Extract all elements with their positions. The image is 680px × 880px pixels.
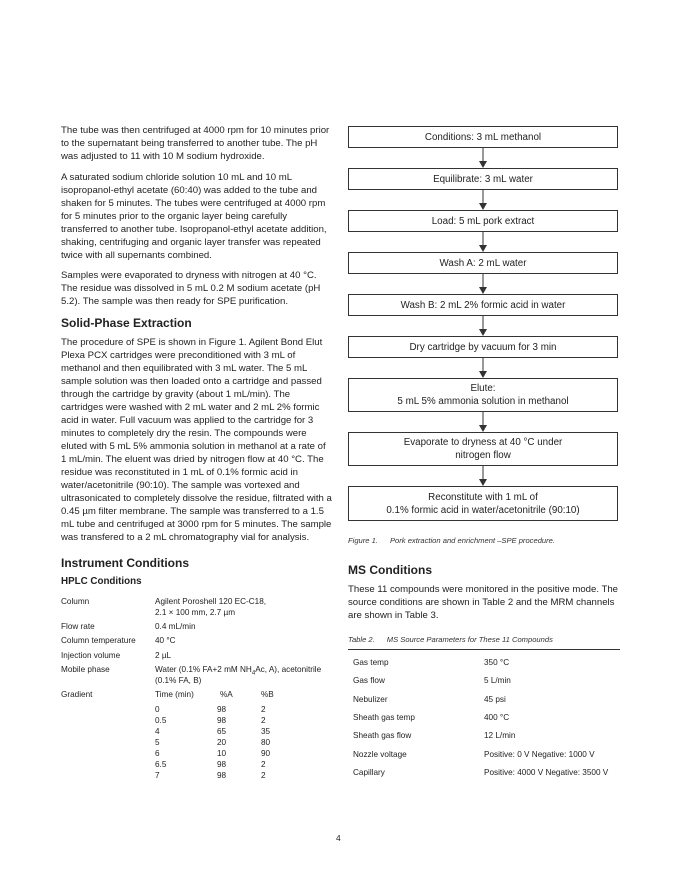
intro-paragraph-2: A saturated sodium chloride solution 10 mL and 10 mL isopropanol-ethyl acetate (60:40) was added to the tube and shaken for 5 minutes. The tubes were centrifuged at 4000 rpm for 5 minutes prior to the organic layer being carefully transferred to another tube. Isopropanol-ethyl acetate addition, shaking, centrifuging and organic layer transfer was repeated twice with all supernants combined. xyxy=(61,172,327,261)
gradient-cell: 98 xyxy=(217,760,227,769)
flow-step-equilibrate xyxy=(348,168,618,190)
mobile-phase-value-line2: (0.1% FA, B) xyxy=(155,676,202,685)
gradient-cell: 2 xyxy=(261,760,266,769)
gradient-cell: 35 xyxy=(261,727,271,736)
flow-step-text: 5 mL 5% ammonia solution in methanol xyxy=(397,396,569,407)
gradient-cell: 5 xyxy=(155,738,160,747)
flow-step-text: 0.1% formic acid in water/acetonitrile (90:10) xyxy=(386,504,580,516)
flow-step-text: Dry cartridge by vacuum for 3 min xyxy=(409,341,557,353)
ms-param-label: Nozzle voltage xyxy=(353,750,407,759)
gradient-cell: 2 xyxy=(261,716,266,725)
hplc-row-label: Column xyxy=(61,597,90,606)
gradient-cell: 4 xyxy=(155,727,160,736)
ms-param-value: 350 °C xyxy=(484,658,510,667)
flow-step-evaporate xyxy=(348,432,618,466)
flow-step-text-block xyxy=(397,382,568,408)
flow-step-conditions xyxy=(348,126,618,148)
figure-label: Figure 1. xyxy=(348,536,378,545)
ms-paragraph: These 11 compounds were monitored in the positive mode. The source conditions are shown in Table 2 and the MRM channels are shown in Table 3. xyxy=(348,584,619,621)
gradient-cell: 98 xyxy=(217,705,227,714)
gradient-cell: 0 xyxy=(155,705,160,714)
flow-step-wash-a xyxy=(348,252,618,274)
ms-param-label: Nebulizer xyxy=(353,695,388,704)
table-caption xyxy=(348,635,553,644)
mobile-phase-part: Ac, A), acetonitrile xyxy=(255,665,322,674)
flow-step-text: Evaporate to dryness at 40 °C under xyxy=(403,437,563,448)
hplc-row-label: Mobile phase xyxy=(61,665,110,674)
gradient-cell: 65 xyxy=(217,727,227,736)
down-arrow-icon xyxy=(478,148,488,168)
ms-param-label: Sheath gas temp xyxy=(353,713,415,722)
hplc-row-value: 40 °C xyxy=(155,636,176,645)
flow-step-dry xyxy=(348,336,618,358)
down-arrow-icon xyxy=(478,232,488,252)
flow-step-text: Wash A: 2 mL water xyxy=(439,257,527,269)
ms-param-label: Sheath gas flow xyxy=(353,731,412,740)
flow-step-reconstitute xyxy=(348,486,618,521)
down-arrow-icon xyxy=(478,274,488,294)
ms-param-label: Gas flow xyxy=(353,676,385,685)
ms-param-value: Positive: 4000 V Negative: 3500 V xyxy=(484,768,609,777)
flow-step-text: Load: 5 mL pork extract xyxy=(431,215,535,227)
gradient-cell: 80 xyxy=(261,738,271,747)
flow-step-wash-b xyxy=(348,294,618,316)
table-title: MS Source Parameters for These 11 Compounds xyxy=(386,635,553,644)
gradient-cell: 2 xyxy=(261,705,266,714)
gradient-cell: 0.5 xyxy=(155,716,167,725)
gradient-header-time: Time (min) xyxy=(155,690,194,699)
mobile-phase-part: Water (0.1% FA+2 mM NH xyxy=(155,665,252,674)
hplc-row-value: 0.4 mL/min xyxy=(155,622,196,631)
hplc-row-value: 2.1 × 100 mm, 2.7 µm xyxy=(155,608,236,617)
table-top-rule xyxy=(348,649,620,650)
hplc-row-label: Column temperature xyxy=(61,636,136,645)
hplc-conditions-heading: HPLC Conditions xyxy=(61,576,142,587)
flow-step-text: Wash B: 2 mL 2% formic acid in water xyxy=(400,299,566,311)
intro-paragraph-1: The tube was then centrifuged at 4000 rpm for 10 minutes prior to the supernatant being transferred to another tube. The pH was adjusted to 11 with 10 M sodium hydroxide. xyxy=(61,125,330,162)
flow-step-text-block xyxy=(404,436,563,462)
gradient-cell: 10 xyxy=(217,749,227,758)
mobile-phase-subscript: 4 xyxy=(251,670,256,677)
instrument-conditions-heading: Instrument Conditions xyxy=(61,556,189,570)
flow-step-elute xyxy=(348,378,618,412)
figure-caption xyxy=(348,536,555,545)
ms-param-label: Gas temp xyxy=(353,658,389,667)
ms-param-value: 45 psi xyxy=(484,695,506,704)
figure-caption-text: Pork extraction and enrichment –SPE procedure. xyxy=(389,536,556,545)
ms-param-value: 12 L/min xyxy=(484,731,516,740)
gradient-cell: 7 xyxy=(155,771,160,780)
flow-step-text: Reconstitute with 1 mL of xyxy=(428,491,538,503)
gradient-cell: 2 xyxy=(261,771,266,780)
spe-heading: Solid-Phase Extraction xyxy=(61,316,192,330)
ms-param-value: 5 L/min xyxy=(484,676,511,685)
gradient-cell: 6 xyxy=(155,749,160,758)
down-arrow-icon xyxy=(478,466,488,486)
gradient-cell: 98 xyxy=(217,716,227,725)
down-arrow-icon xyxy=(478,412,488,432)
gradient-header-a: %A xyxy=(220,690,233,699)
hplc-row-value: 2 µL xyxy=(155,651,172,660)
ms-conditions-heading: MS Conditions xyxy=(348,563,432,577)
hplc-row-label: Gradient xyxy=(61,690,93,699)
flow-step-text-block xyxy=(386,491,579,517)
ms-param-value: 400 °C xyxy=(484,713,510,722)
gradient-cell: 6.5 xyxy=(155,760,167,769)
hplc-row-label: Flow rate xyxy=(61,622,95,631)
down-arrow-icon xyxy=(478,358,488,378)
gradient-cell: 98 xyxy=(217,771,227,780)
spe-paragraph: The procedure of SPE is shown in Figure 1. Agilent Bond Elut Plexa PCX cartridges were preconditioned with 3 mL of methanol and then equilibrated with 3 mL water. The 5 mL sample solution was then loaded onto a cartridge and passed through the cartridge by gravity (about 1 mL/min). The cartridges were washed with 2 mL water and 2 mL 2% formic acid in water. Full vacuum was applied to the cartridge for 3 minutes to completely dry the resin. The compounds were eluted with 5 mL 5% ammonia solution in methanol at a rate of 1 mL/min. The eluent was dried by nitrogen flow at 40 °C. The residue was reconstituted in 1 mL of 0.1% formic acid in water/acetonitrile (90:10). The sample was vortexed and ultrasonicated to completely dissolve the residue, filtrated with a 0.45 µm filter membrane. The sample was transferred to a 1.5 mL tube and centrifuged at 3000 rpm for 5 minutes. The sample was transfered to a 2 mL chromatography vial for analysis. xyxy=(61,337,332,543)
down-arrow-icon xyxy=(478,316,488,336)
table-label: Table 2. xyxy=(348,635,375,644)
flow-step-text: Conditions: 3 mL methanol xyxy=(424,131,542,143)
gradient-cell: 90 xyxy=(261,749,271,758)
hplc-row-value: Agilent Poroshell 120 EC-C18, xyxy=(155,597,267,606)
intro-paragraph-3: Samples were evaporated to dryness with nitrogen at 40 °C. The residue was dissolved in 5 mL 0.2 M sodium acetate (pH 5.2). The sample was then ready for SPE purification. xyxy=(61,270,321,307)
flow-step-text: Equilibrate: 3 mL water xyxy=(433,173,533,185)
ms-param-label: Capillary xyxy=(353,768,385,777)
gradient-cell: 20 xyxy=(217,738,227,747)
down-arrow-icon xyxy=(478,190,488,210)
hplc-row-label: Injection volume xyxy=(61,651,121,660)
gradient-header-b: %B xyxy=(261,690,274,699)
page-number: 4 xyxy=(336,833,341,843)
flow-step-text: nitrogen flow xyxy=(455,450,511,461)
ms-param-value: Positive: 0 V Negative: 1000 V xyxy=(484,750,595,759)
flow-step-text: Elute: xyxy=(470,383,496,394)
flow-step-load xyxy=(348,210,618,232)
